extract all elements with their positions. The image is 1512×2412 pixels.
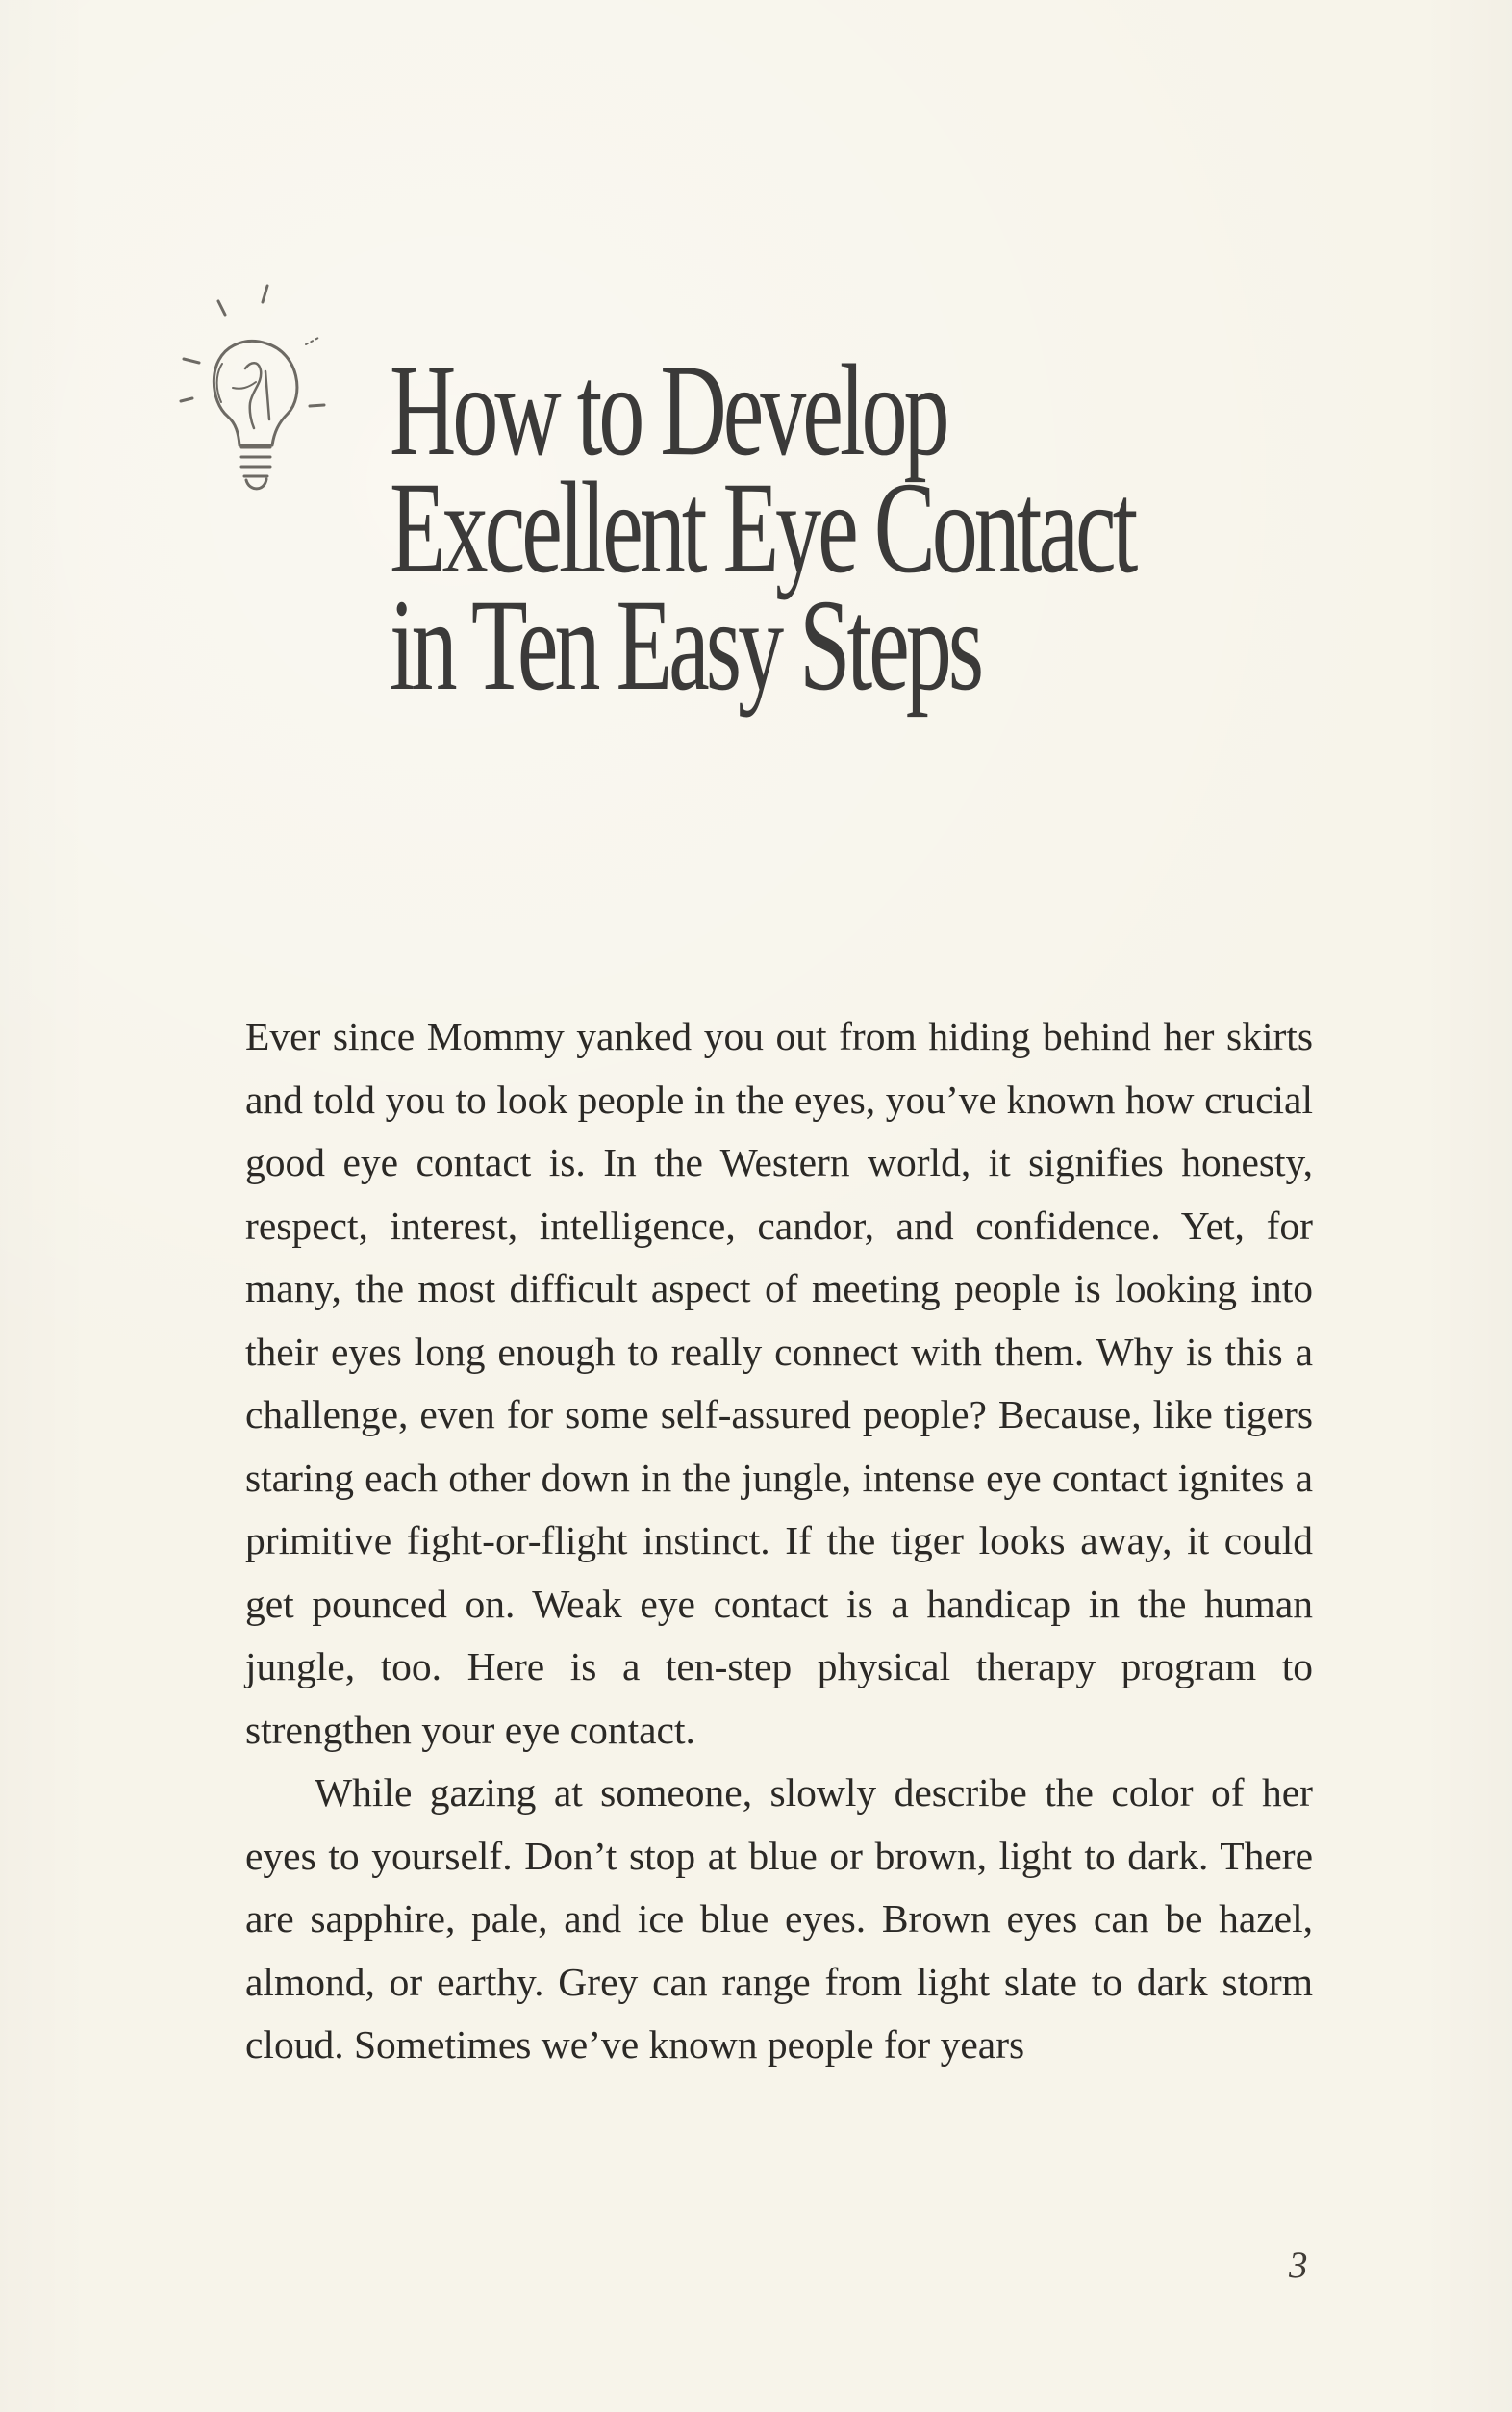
chapter-body [245, 1005, 1313, 2077]
title-line-1: How to Develop [390, 336, 946, 483]
chapter-title [390, 327, 1135, 718]
lightbulb-icon [154, 274, 375, 534]
body-paragraph-1: Ever since Mommy yanked you out from hiding behind her skirts and told you to look people in the eyes, you’ve known how crucial good eye contact is. In the Western world, it signifies honesty, respect, interest, intelligence, candor, and confidence. Yet, for many, the most difficult aspect of meeting people is looking into their eyes long enough to really connect with them. Why is this a challenge, even for some self-assured people? Because, like tigers staring each other down in the jungle, intense eye contact ignites a primitive fight-or-flight instinct. If the tiger looks away, it could get pounced on. Weak eye contact is a handicap in the human jungle, too. Here is a ten-step physical therapy program to strengthen your eye contact. [245, 1014, 1313, 1752]
title-line-2: Excellent Eye Contact [390, 453, 1135, 600]
title-line-3: in Ten Easy Steps [390, 571, 981, 718]
page-number: 3 [1289, 2245, 1308, 2286]
body-paragraph-2: While gazing at someone, slowly describe the color of her eyes to yourself. Don’t stop at blue or brown, light to dark. There are sapphire, pale, and ice blue eyes. Brown eyes can be hazel, almond, or earthy. Grey can range from light slate to dark storm cloud. Sometimes we’ve known people for years [245, 1770, 1313, 2067]
